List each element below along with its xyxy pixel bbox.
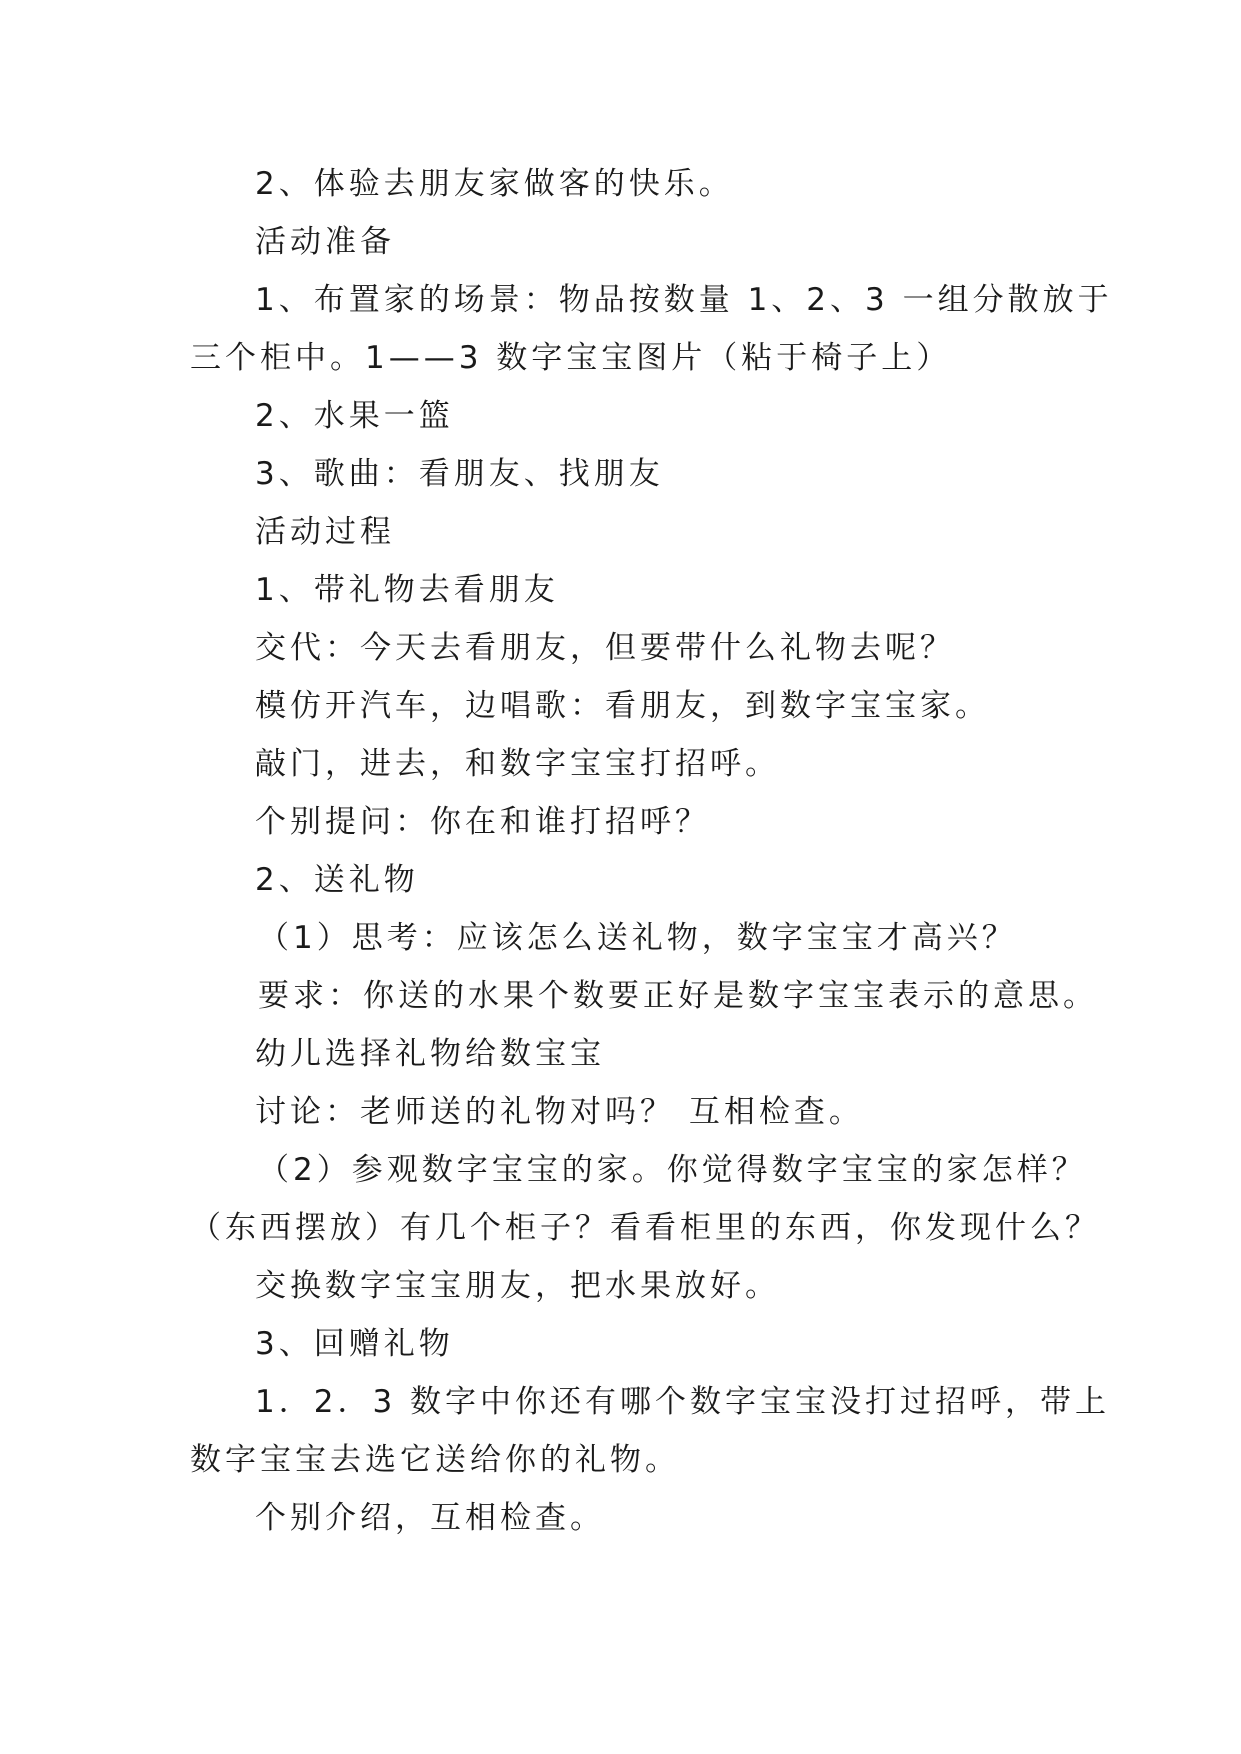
step-2-line-5: （2）参观数字宝宝的家。你觉得数字宝宝的家怎样？ [258,1152,1087,1188]
step-2-line-6: 交换数字宝宝朋友，把水果放好。 [255,1268,780,1304]
prep-item-2: 2、水果一篮 [255,398,454,434]
step-1-line-3: 敲门，进去，和数字宝宝打招呼。 [255,746,780,782]
step-2-line-1: （1）思考：应该怎么送礼物，数字宝宝才高兴？ [258,920,1017,956]
prep-item-1: 1、布置家的场景：物品按数量 1、2、3 一组分散放于 [255,282,1113,318]
section-heading-prep: 活动准备 [255,224,395,260]
step-1-heading: 1、带礼物去看朋友 [255,572,559,608]
step-3-line-1: 1．2．3 数字中你还有哪个数字宝宝没打过招呼，带上 [255,1384,1111,1420]
step-1-line-4: 个别提问：你在和谁打招呼？ [255,804,710,840]
prep-item-1-cont: 三个柜中。1——3 数字宝宝图片（粘于椅子上） [190,340,952,376]
step-2-line-4: 讨论：老师送的礼物对吗？ 互相检查。 [255,1094,864,1130]
section-heading-process: 活动过程 [255,514,395,550]
prep-item-3: 3、歌曲：看朋友、找朋友 [255,456,664,492]
goal-2: 2、体验去朋友家做客的快乐。 [255,166,734,202]
step-3-heading: 3、回赠礼物 [255,1326,454,1362]
step-1-line-2: 模仿开汽车，边唱歌：看朋友，到数字宝宝家。 [255,688,990,724]
step-2-line-5-cont: （东西摆放）有几个柜子？看看柜里的东西，你发现什么？ [190,1210,1100,1246]
step-2-heading: 2、送礼物 [255,862,419,898]
step-1-line-1: 交代：今天去看朋友，但要带什么礼物去呢？ [255,630,955,666]
step-2-line-2: 要求：你送的水果个数要正好是数字宝宝表示的意思。 [258,978,1098,1014]
step-3-line-2: 个别介绍，互相检查。 [255,1500,605,1536]
step-3-line-1-cont: 数字宝宝去选它送给你的礼物。 [190,1442,680,1478]
step-2-line-3: 幼儿选择礼物给数宝宝 [255,1036,605,1072]
